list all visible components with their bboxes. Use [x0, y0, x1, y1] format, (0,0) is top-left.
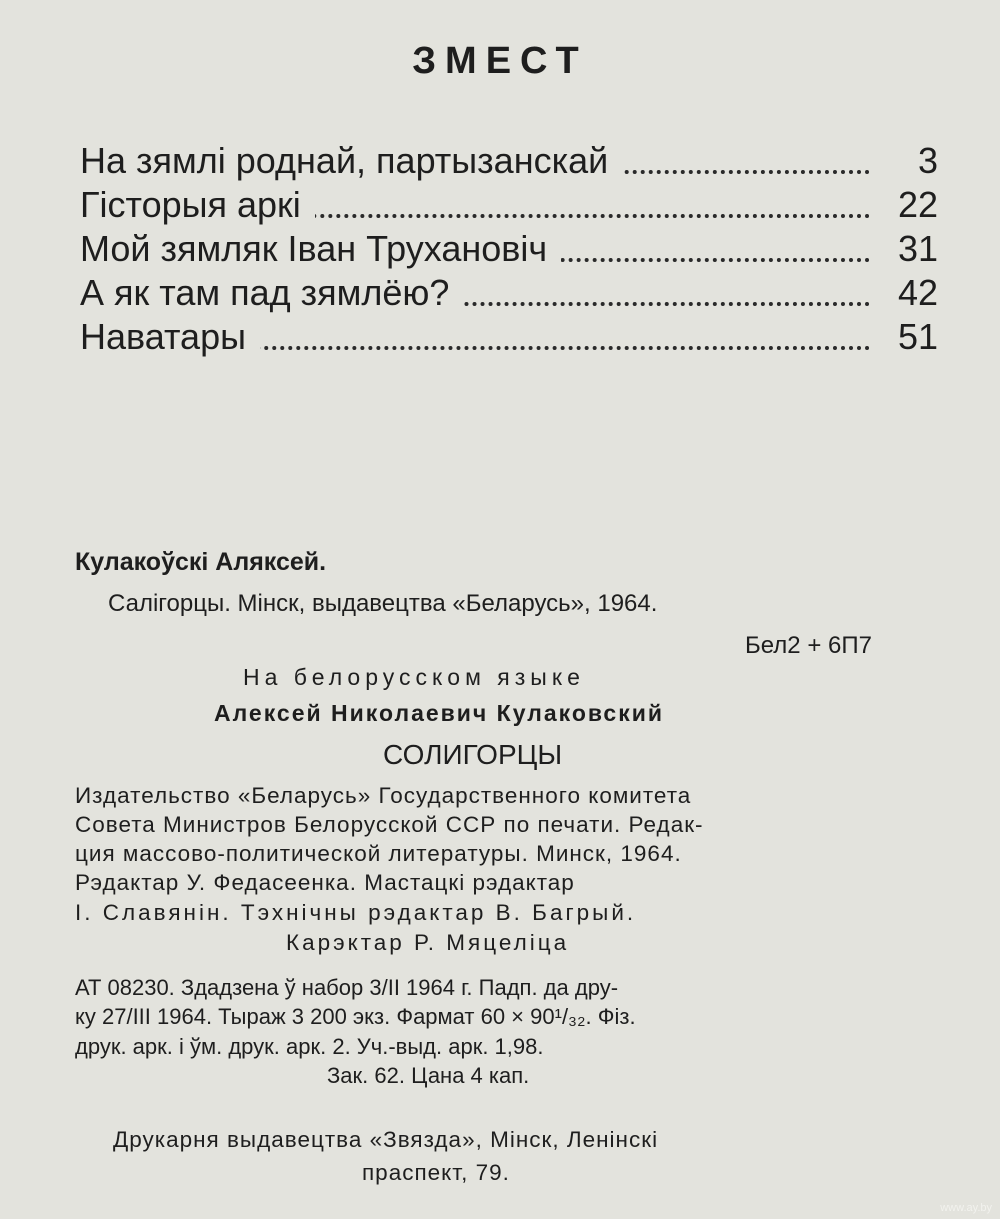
- printer-line: Друкарня выдавецтва «Звязда», Мінск, Ленінскі: [113, 1127, 659, 1152]
- toc-entry-page: 31: [888, 228, 938, 270]
- language-note: На белорусском языке: [243, 664, 585, 690]
- toc-entry-title: Гісторыя аркі: [80, 184, 315, 226]
- toc-entry-page: 42: [888, 272, 938, 314]
- print-details-line: АТ 08230. Здадзена ў набор 3/II 1964 г. Падп. да дру-: [75, 975, 619, 1000]
- toc-entry-page: 51: [888, 316, 938, 358]
- print-details-line: друк. арк. і ўм. друк. арк. 2. Уч.-выд. арк. 1,98.: [75, 1034, 544, 1059]
- toc-entry: [80, 228, 950, 272]
- printer-line: праспект, 79.: [362, 1160, 510, 1185]
- toc-entry-title: Мой зямляк Іван Труханoвіч: [80, 228, 561, 270]
- publisher-line: Издательство «Беларусь» Государственного комитета: [75, 783, 692, 808]
- publisher-line: Совета Министров Белорусской ССР по печати. Редак-: [75, 812, 704, 837]
- toc-entry-page: 3: [908, 140, 938, 182]
- toc-entry: [80, 272, 950, 316]
- toc-entry: [80, 184, 950, 228]
- toc-entry-page: 22: [888, 184, 938, 226]
- russian-title: СОЛИГОРЦЫ: [383, 739, 563, 770]
- toc-entry-title: А як там пад зямлёю?: [80, 272, 463, 314]
- library-classification: Бел2 + 6П7: [745, 632, 872, 659]
- watermark: www.ay.by: [940, 1202, 992, 1214]
- toc-entry-title: На зямлі роднай, партызанскай: [80, 140, 622, 182]
- toc-title: ЗМЕСТ: [412, 40, 588, 82]
- print-details-line: Зак. 62. Цана 4 кап.: [327, 1063, 530, 1088]
- publisher-line: ция массово-политической литературы. Минск, 1964.: [75, 841, 682, 866]
- print-details-line: ку 27/III 1964. Тыраж 3 200 экз. Фармат 60 × 90¹/₃₂. Фіз.: [75, 1004, 636, 1029]
- publication-info: Салігорцы. Мінск, выдавецтва «Беларусь», 1964.: [108, 590, 658, 617]
- toc-entry: [80, 140, 950, 184]
- author-name: Кулакоўскі Аляксей.: [75, 548, 327, 576]
- toc-entry-title: Наватары: [80, 316, 260, 358]
- staff-line: Карэктар Р. Мяцеліца: [286, 930, 570, 955]
- table-of-contents: [80, 140, 950, 360]
- staff-line: Рэдактар У. Федасеенка. Мастацкі рэдактар: [75, 870, 575, 895]
- russian-author-name: Алексей Николаевич Кулаковский: [214, 700, 665, 726]
- staff-line: І. Славянін. Тэхнічны рэдактар В. Багрый.: [75, 900, 637, 925]
- toc-entry: [80, 316, 950, 360]
